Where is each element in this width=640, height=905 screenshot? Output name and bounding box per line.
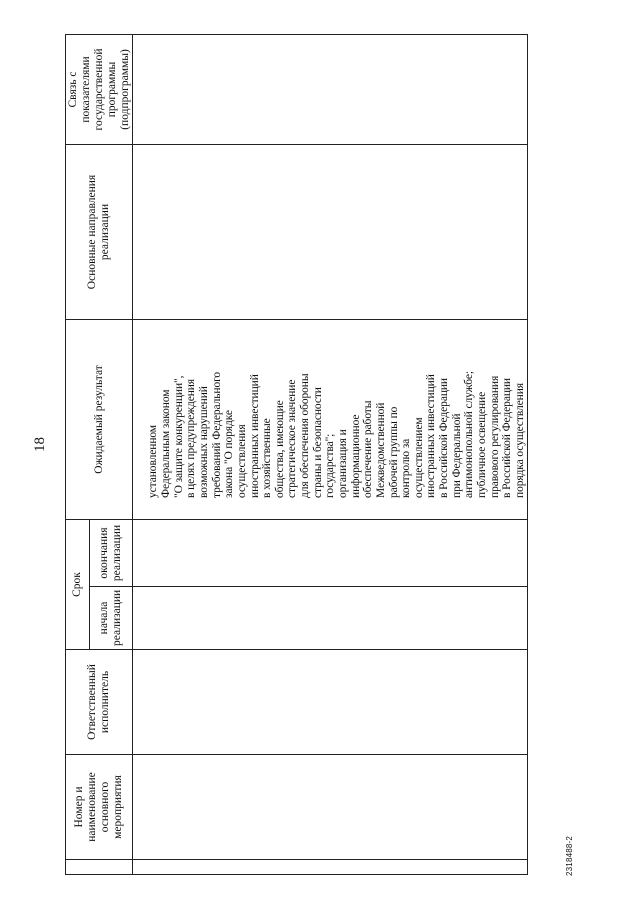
expected-result-cell [147, 319, 527, 519]
expected-result-line: осуществления [235, 424, 248, 498]
expected-result-line: порядка осуществления [513, 383, 526, 498]
expected-result-line: информационное [349, 414, 362, 498]
expected-result-line: страны и безопасности [311, 387, 324, 498]
expected-result-line: установленном [147, 425, 160, 498]
expected-result-line: в Российской Федерации [501, 378, 514, 498]
expected-result-line: в целях предупреждения [185, 379, 198, 498]
header-spacer-cell [66, 860, 133, 875]
table-row [133, 34, 148, 874]
expected-result-line: закона "О порядке [223, 410, 236, 498]
directions-cell [147, 144, 527, 319]
header-directions: Основные направления реализации [66, 144, 133, 319]
table-cell [133, 519, 148, 586]
table-cell [147, 860, 527, 875]
expected-result-line: контролю за [400, 438, 413, 498]
expected-result-line: в Российской Федерации [438, 378, 451, 498]
document-code: 2318488-2 [565, 835, 574, 876]
expected-result-line: стратегическое значение [286, 379, 299, 498]
expected-result-line: требований Федерального [210, 371, 223, 498]
table-cell [133, 587, 148, 650]
term-start-cell [147, 587, 527, 650]
expected-result-line: "О защите конкуренции", [172, 375, 185, 498]
page-number: 18 [32, 437, 48, 452]
table-row [147, 34, 527, 874]
table-cell [133, 755, 148, 860]
expected-result-line: государства"; [324, 433, 337, 498]
header-measure: Номер и наименование основного мероприятия [66, 755, 133, 860]
expected-result-line: рабочей группы по [387, 406, 400, 498]
table-cell [133, 860, 148, 875]
expected-result-line: в хозяйственные [261, 418, 274, 498]
expected-result-line: правового регулирования [488, 375, 501, 498]
table-cell [133, 319, 148, 519]
header-term-start: начала реализации [89, 587, 132, 650]
executor-cell [147, 650, 527, 755]
rotated-page [5, 20, 595, 880]
measure-cell [147, 755, 527, 860]
expected-result-line: обеспечение работы [362, 400, 375, 498]
expected-result-line: общества, имеющие [273, 400, 286, 498]
activities-table [65, 34, 528, 875]
expected-result-line: для обеспечения обороны [299, 373, 312, 498]
table-cell [133, 650, 148, 755]
expected-result-line: публичное освещение [476, 391, 489, 498]
header-executor: Ответственный исполнитель [66, 650, 133, 755]
expected-result-line: Межведомственной [374, 402, 387, 498]
expected-result-line: организация и [336, 429, 349, 498]
expected-result-line: иностранных инвестиций [248, 374, 261, 498]
expected-result-line: иностранных инвестиций [425, 374, 438, 498]
table-cell [133, 34, 148, 144]
table-cell [133, 144, 148, 319]
expected-result-line: Федеральным законом [160, 389, 173, 498]
expected-result-line: осуществлением [412, 417, 425, 498]
expected-result-line: возможных нарушений [197, 386, 210, 498]
expected-result-line: антимонопольной службе; [463, 371, 476, 498]
header-term-end: окончания реализации [89, 519, 132, 586]
header-term: Срок [66, 519, 90, 649]
program-link-cell [147, 34, 527, 144]
expected-result-text [147, 320, 526, 519]
term-end-cell [147, 519, 527, 586]
header-program-link: Связь с показателями государственной программы (подпрограммы) [66, 34, 133, 144]
expected-result-line: при Федеральной [450, 413, 463, 498]
header-expected-result: Ожидаемый результат [66, 319, 133, 519]
